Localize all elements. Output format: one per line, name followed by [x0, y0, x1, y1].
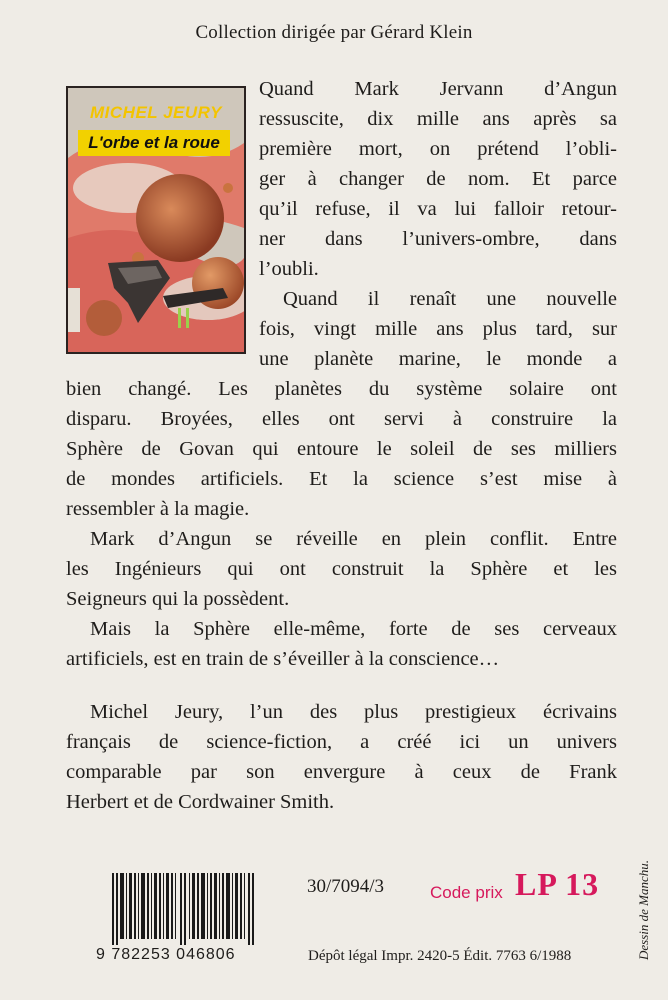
blurb-line: ressembler à la magie. — [66, 498, 250, 520]
blurb-line: Mark d’Angun se réveille en plein conflit. Entre — [90, 528, 617, 550]
blurb-line: l’oubli. — [259, 258, 319, 280]
blurb-line: Mais la Sphère elle-même, forte de ses cerveaux — [90, 618, 617, 640]
price-code: LP 13 — [515, 866, 600, 902]
legal-deposit: Dépôt légal Impr. 2420-5 Édit. 7763 6/1988 — [308, 948, 572, 964]
blurb-line: disparu. Broyées, elles ont servi à construire la — [66, 408, 617, 430]
blurb-line: les Ingénieurs qui ont construit la Sphère et les — [66, 558, 617, 580]
cover-illustration — [68, 88, 244, 352]
price-code-label: Code prix — [430, 883, 503, 902]
blurb-line: de mondes artificiels. Et la science s’est mise à — [66, 468, 617, 490]
blurb-line: ressuscite, dix mille ans après sa — [259, 108, 617, 130]
barcode — [112, 873, 258, 945]
cover-title: L'orbe et la roue — [78, 130, 230, 156]
blurb-line: qu’il refuse, il va lui falloir retour- — [259, 198, 617, 220]
isbn-number: 9 782253 046806 — [96, 946, 236, 963]
about-line: Michel Jeury, l’un des plus prestigieux écrivains — [90, 701, 617, 723]
collection-editor: Collection dirigée par Gérard Klein — [195, 22, 473, 43]
about-line: comparable par son envergure à ceux de Frank — [66, 761, 617, 783]
blurb-line: Sphère de Govan qui entoure le soleil de ses milliers — [66, 438, 617, 460]
cover-author: MICHEL JEURY — [90, 103, 222, 122]
cover-thumbnail — [66, 86, 246, 354]
blurb-line: bien changé. Les planètes du système solaire ont — [66, 378, 617, 400]
catalog-number: 30/7094/3 — [307, 876, 385, 897]
blurb-line: ger à changer de nom. Et parce — [259, 168, 617, 190]
about-line: Herbert et de Cordwainer Smith. — [66, 791, 335, 813]
blurb-line: Quand il renaît une nouvelle — [283, 288, 617, 310]
blurb-line: fois, vingt mille ans plus tard, sur — [259, 318, 617, 340]
about-line: français de science-fiction, a créé ici un univers — [66, 731, 617, 753]
illustration-credit: Dessin de Manchu. — [636, 859, 651, 960]
blurb-line: une planète marine, le monde a — [259, 348, 617, 370]
blurb-line: artificiels, est en train de s’éveiller à la conscience… — [66, 648, 500, 670]
blurb-line: Seigneurs qui la possèdent. — [66, 588, 290, 610]
blurb-line: ner dans l’univers-ombre, dans — [259, 228, 617, 250]
blurb-line: première mort, on prétend l’obli- — [259, 138, 617, 160]
blurb-line: Quand Mark Jervann d’Angun — [259, 78, 617, 100]
